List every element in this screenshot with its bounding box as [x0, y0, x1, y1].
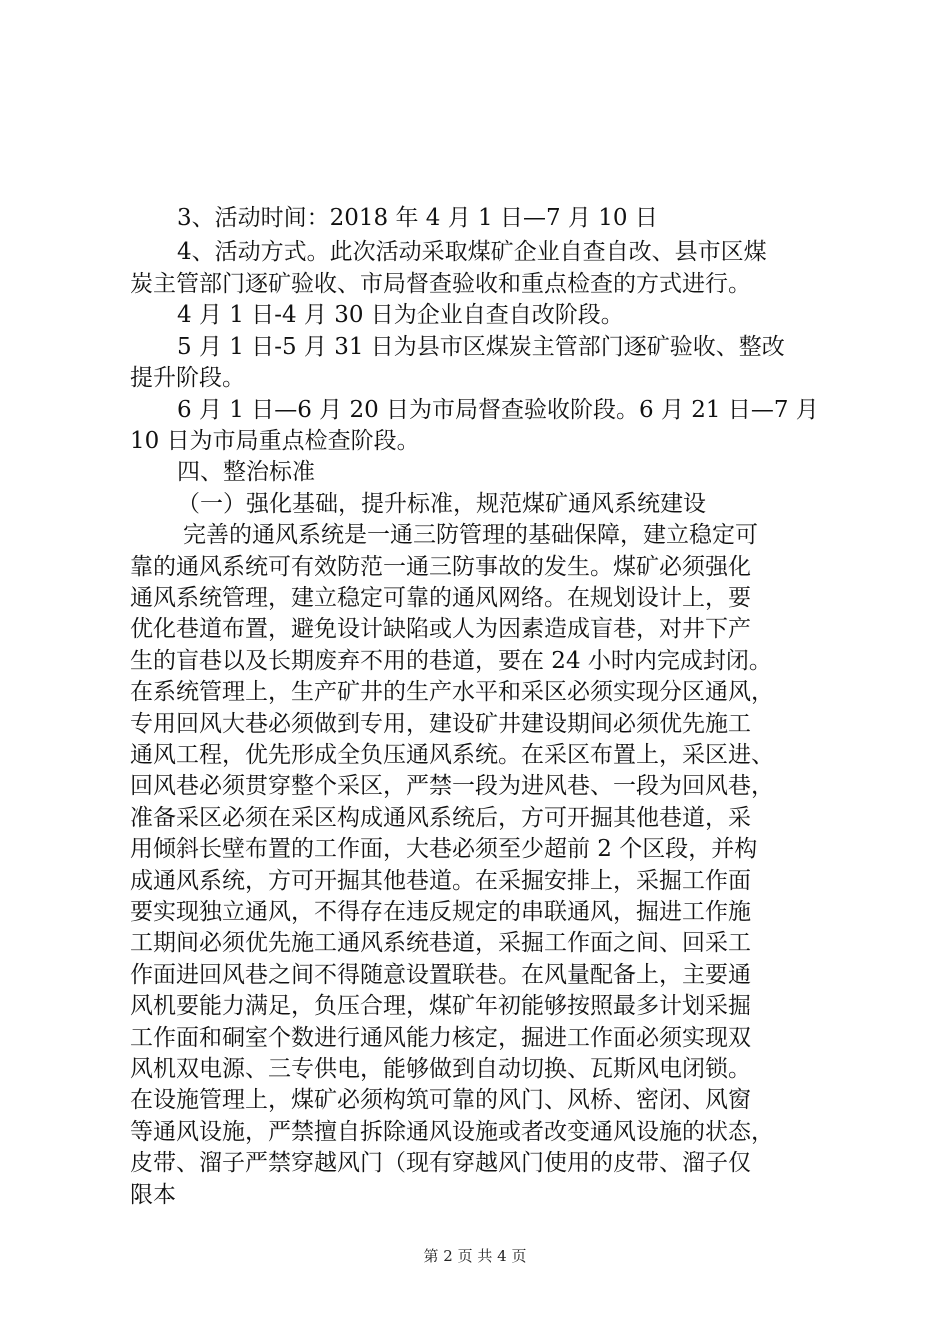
paragraph-line: 成通风系统，方可开掘其他巷道。在采掘安排上，采掘工作面: [130, 868, 751, 894]
paragraph-line: 生的盲巷以及长期废弃不用的巷道，要在 24 小时内完成封闭。: [130, 648, 772, 674]
paragraph-line: 完善的通风系统是一通三防管理的基础保障，建立稳定可: [183, 522, 758, 548]
activity-method-line: 4、活动方式。此次活动采取煤矿企业自查自改、县市区煤: [177, 239, 767, 265]
activity-time-line: 3、活动时间：2018 年 4 月 1 日—7 月 10 日: [177, 205, 658, 231]
paragraph-line: 等通风设施，严禁擅自拆除通风设施或者改变通风设施的状态，: [130, 1119, 774, 1145]
paragraph-line: 风机双电源、三专供电，能够做到自动切换、瓦斯风电闭锁。: [130, 1056, 751, 1082]
paragraph-line: 作面进回风巷之间不得随意设置联巷。在风量配备上，主要通: [130, 962, 751, 988]
paragraph-line: 工期间必须优先施工通风系统巷道，采掘工作面之间、回采工: [130, 930, 751, 956]
paragraph-line: 在设施管理上，煤矿必须构筑可靠的风门、风桥、密闭、风窗: [130, 1087, 751, 1113]
paragraph-line: 风机要能力满足，负压合理，煤矿年初能够按照最多计划采掘: [130, 993, 751, 1019]
self-inspection-line: 4 月 1 日-4 月 30 日为企业自查自改阶段。: [177, 302, 624, 328]
paragraph-line: 限本: [130, 1182, 176, 1208]
paragraph-line: 10 日为市局重点检查阶段。: [130, 428, 420, 454]
paragraph-line: 优化巷道布置，避免设计缺陷或人为因素造成盲巷，对井下产: [130, 616, 751, 642]
section-heading: 四、整治标准: [177, 459, 315, 485]
paragraph-line: 专用回风大巷必须做到专用，建设矿井建设期间必须优先施工: [130, 711, 751, 737]
paragraph-line: 工作面和硐室个数进行通风能力核定，掘进工作面必须实现双: [130, 1025, 751, 1051]
paragraph-line: 在系统管理上，生产矿井的生产水平和采区必须实现分区通风，: [130, 679, 774, 705]
paragraph-line: 提升阶段。: [130, 365, 245, 391]
page-number-footer: 第 2 页 共 4 页: [423, 1247, 527, 1265]
paragraph-line: 炭主管部门逐矿验收、市局督查验收和重点检查的方式进行。: [130, 271, 751, 297]
paragraph-line: 准备采区必须在采区构成通风系统后，方可开掘其他巷道，采: [130, 805, 751, 831]
paragraph-line: 靠的通风系统可有效防范一通三防事故的发生。煤矿必须强化: [130, 554, 751, 580]
paragraph-line: 通风工程，优先形成全负压通风系统。在采区布置上，采区进、: [130, 742, 774, 768]
subsection-heading: （一）强化基础，提升标准，规范煤矿通风系统建设: [177, 491, 706, 517]
paragraph-line: 通风系统管理，建立稳定可靠的通风网络。在规划设计上，要: [130, 585, 751, 611]
paragraph-line: 皮带、溜子严禁穿越风门（现有穿越风门使用的皮带、溜子仅: [130, 1150, 751, 1176]
city-inspection-line: 6 月 1 日—6 月 20 日为市局督查验收阶段。6 月 21 日—7 月: [177, 397, 819, 423]
paragraph-line: 回风巷必须贯穿整个采区，严禁一段为进风巷、一段为回风巷，: [130, 773, 774, 799]
county-acceptance-line: 5 月 1 日-5 月 31 日为县市区煤炭主管部门逐矿验收、整改: [177, 334, 785, 360]
paragraph-line: 用倾斜长壁布置的工作面，大巷必须至少超前 2 个区段，并构: [130, 836, 758, 862]
paragraph-line: 要实现独立通风，不得存在违反规定的串联通风，掘进工作施: [130, 899, 751, 925]
